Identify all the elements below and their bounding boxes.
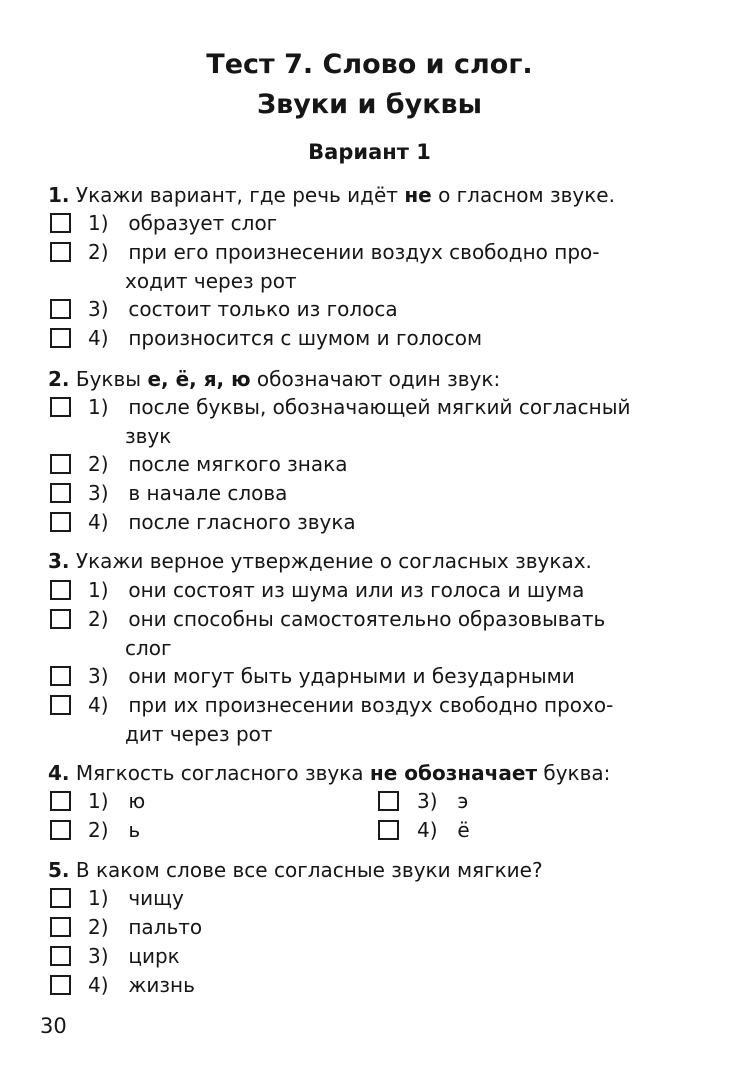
option-4-3: 3) э — [417, 789, 469, 813]
question-text: буква: — [543, 761, 611, 785]
question-text: Укажи верное утверждение о согласных звуках. — [75, 549, 592, 573]
question-number: 2. — [48, 367, 70, 391]
test-title: Тест 7. Слово и слог. — [206, 49, 533, 80]
question-text: Буквы — [75, 367, 142, 391]
question-1-text — [48, 182, 615, 208]
answer-checkbox[interactable] — [50, 946, 71, 966]
option-4-1: 1) ю — [88, 789, 146, 813]
question-text: о гласном звуке. — [438, 183, 615, 207]
answer-checkbox[interactable] — [50, 397, 71, 417]
question-emphasis: е, ё, я, ю — [147, 367, 251, 391]
question-3-text — [48, 548, 592, 574]
answer-checkbox[interactable] — [50, 820, 71, 840]
question-4-text — [48, 760, 610, 786]
question-text: Укажи вариант, где речь идёт — [75, 183, 398, 207]
option-3-1: 1) они состоят из шума или из голоса и шума — [88, 578, 585, 602]
option-3-3: 3) они могут быть ударными и безударными — [88, 664, 575, 688]
option-1-3: 3) состоит только из голоса — [88, 297, 398, 321]
option-4-2: 2) ь — [88, 818, 141, 842]
option-1-1: 1) образует слог — [88, 211, 278, 235]
answer-checkbox[interactable] — [50, 242, 71, 262]
answer-checkbox[interactable] — [50, 666, 71, 686]
question-number: 1. — [48, 183, 70, 207]
question-number: 5. — [48, 858, 70, 882]
question-number: 4. — [48, 761, 70, 785]
question-number: 3. — [48, 549, 70, 573]
question-emphasis: не — [404, 183, 432, 207]
answer-checkbox[interactable] — [378, 820, 399, 840]
answer-checkbox[interactable] — [50, 580, 71, 600]
option-2-2: 2) после мягкого знака — [88, 452, 348, 476]
option-2-1-continued: звук — [125, 424, 172, 448]
test-subtitle: Звуки и буквы — [256, 89, 483, 120]
question-text: В каком слове все согласные звуки мягкие? — [75, 858, 543, 882]
variant-label: Вариант 1 — [308, 140, 431, 164]
question-5-text — [48, 857, 543, 883]
option-1-4: 4) произносится с шумом и голосом — [88, 326, 483, 350]
answer-checkbox[interactable] — [50, 328, 71, 348]
answer-checkbox[interactable] — [50, 888, 71, 908]
answer-checkbox[interactable] — [378, 791, 399, 811]
option-2-1: 1) после буквы, обозначающей мягкий согласный — [88, 395, 631, 419]
option-3-4: 4) при их произнесении воздух свободно прохо- — [88, 693, 614, 717]
option-3-4-continued: дит через рот — [125, 722, 273, 746]
page-number: 30 — [40, 1014, 67, 1038]
answer-checkbox[interactable] — [50, 483, 71, 503]
question-text: Мягкость согласного звука — [75, 761, 364, 785]
option-1-2: 2) при его произнесении воздух свободно про- — [88, 240, 600, 264]
option-5-3: 3) цирк — [88, 944, 180, 968]
answer-checkbox[interactable] — [50, 917, 71, 937]
option-2-3: 3) в начале слова — [88, 481, 288, 505]
option-3-2: 2) они способны самостоятельно образовывать — [88, 607, 606, 631]
option-1-2-continued: ходит через рот — [125, 269, 297, 293]
question-emphasis: не обозначает — [369, 761, 538, 785]
question-2-text — [48, 366, 500, 392]
option-4-4: 4) ё — [417, 818, 470, 842]
answer-checkbox[interactable] — [50, 512, 71, 532]
question-text: обозначают один звук: — [256, 367, 501, 391]
option-2-4: 4) после гласного звука — [88, 510, 356, 534]
option-3-2-continued: слог — [125, 636, 172, 660]
answer-checkbox[interactable] — [50, 975, 71, 995]
answer-checkbox[interactable] — [50, 791, 71, 811]
answer-checkbox[interactable] — [50, 299, 71, 319]
option-5-1: 1) чищу — [88, 886, 184, 910]
answer-checkbox[interactable] — [50, 454, 71, 474]
answer-checkbox[interactable] — [50, 609, 71, 629]
option-5-2: 2) пальто — [88, 915, 203, 939]
option-5-4: 4) жизнь — [88, 973, 195, 997]
answer-checkbox[interactable] — [50, 695, 71, 715]
answer-checkbox[interactable] — [50, 213, 71, 233]
